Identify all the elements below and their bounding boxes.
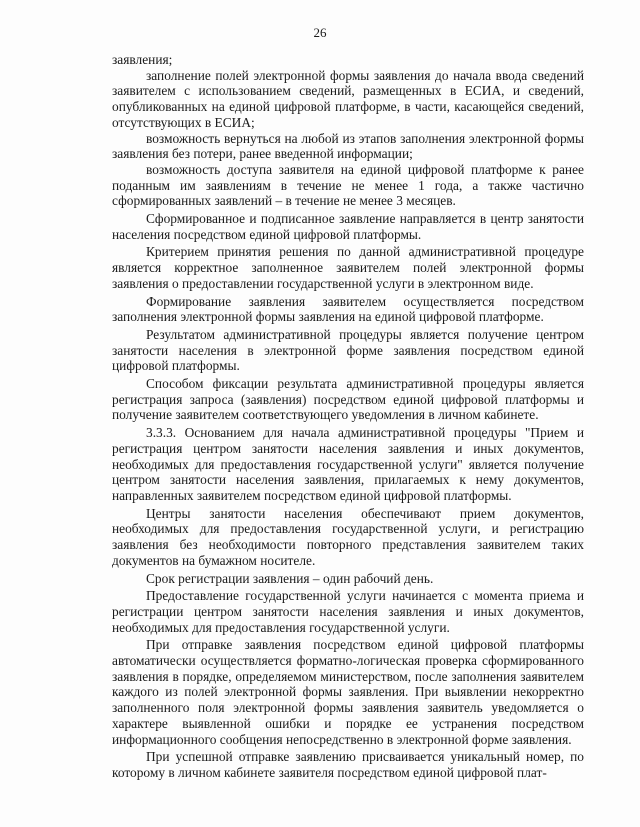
paragraph-13: Предоставление государственной услуги начинается с момента приема и регистрации центром занятости населения заявления и иных документов, необходимых для предоставления государственной услуги. xyxy=(112,588,584,635)
paragraph-2: заполнение полей электронной формы заявления до начала ввода сведений заявителем с использованием сведений, размещенных в ЕСИА, и сведений, опубликованных на единой цифровой платформе, в части, касающейся сведений, отсутствующих в ЕСИА; xyxy=(112,67,584,130)
paragraph-4: возможность доступа заявителя на единой цифровой платформе к ранее поданным им заявлениям в течение не менее 1 года, а также частично сформированных заявлений – в течение не менее 3 месяцев. xyxy=(112,161,584,209)
paragraph-11: Центры занятости населения обеспечивают прием документов, необходимых для предоставления государственной услуги, и регистрацию заявления без необходимости повторного представления заявителем таких документов на бумажном носителе. xyxy=(112,505,584,568)
paragraph-6: Критерием принятия решения по данной административной процедуре является корректное заполненное заявителем полей электронной формы заявления о предоставлении государственной услуги в электронном виде. xyxy=(112,244,584,291)
paragraph-5: Сформированное и подписанное заявление направляется в центр занятости населения посредством единой цифровой платформы. xyxy=(112,211,584,242)
paragraph-15: При успешной отправке заявлению присваивается уникальный номер, по которому в личном кабинете заявителя посредством единой цифровой плат- xyxy=(112,749,584,780)
paragraph-7: Формирование заявления заявителем осуществляется посредством заполнения электронной формы заявления на единой цифровой платформе. xyxy=(112,293,584,325)
paragraph-14: При отправке заявления посредством единой цифровой платформы автоматически осуществляется форматно-логическая проверка сформированного заявления в порядке, определяемом министерством, после заполнения заявителем каждого из полей электронной формы заявления. При выявлении некорректно заполненного поля электронной формы заявления заявитель уведомляется о характере выявленной ошибки и порядке ее устранения посредством информационного сообщения непосредственно в электронной форме заявления. xyxy=(112,637,584,747)
paragraph-3: возможность вернуться на любой из этапов заполнения электронной формы заявления без потери, ранее введенной информации; xyxy=(112,130,584,162)
paragraph-9: Способом фиксации результата административной процедуры является регистрация запроса (заявления) посредством единой цифровой платформы и получение заявителем соответствующего уведомления в личном кабинете. xyxy=(112,376,584,423)
document-body xyxy=(112,52,584,781)
paragraph-8: Результатом административной процедуры является получение центром занятости населения в электронной форме заявления посредством единой цифровой платформы. xyxy=(112,326,584,374)
page-number: 26 xyxy=(313,25,327,40)
paragraph-10: 3.3.3. Основанием для начала административной процедуры "Прием и регистрация центром занятости населения заявления и иных документов, необходимых для предоставления государственной услуги" является получение центром занятости населения заявления, прилагаемых к нему документов, направленных заявителем посредством единой цифровой платформы. xyxy=(112,425,584,503)
paragraph-1: заявления; xyxy=(112,52,173,67)
paragraph-12: Срок регистрации заявления – один рабочий день. xyxy=(146,570,434,586)
